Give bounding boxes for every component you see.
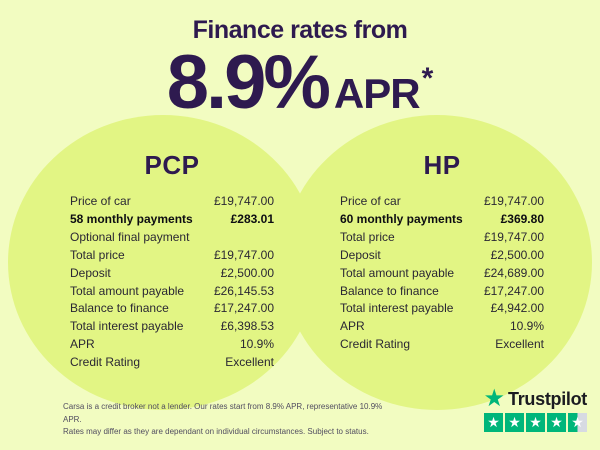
disclaimer <box>63 401 393 439</box>
row-label: Price of car <box>340 194 401 208</box>
row-value: £17,247.00 <box>213 301 274 316</box>
rating-star-full-icon: ★ <box>505 413 524 432</box>
rating-star-full-icon: ★ <box>484 413 503 432</box>
row-value: £17,247.00 <box>483 283 544 298</box>
table-row <box>70 265 274 283</box>
row-label: Balance to finance <box>340 283 439 298</box>
row-value: £19,747.00 <box>483 194 544 208</box>
row-value: £2,500.00 <box>220 265 274 280</box>
pcp-column <box>70 150 274 372</box>
row-value: £24,689.00 <box>483 265 544 280</box>
table-row <box>70 193 274 211</box>
table-row <box>340 300 544 318</box>
rate-asterisk: * <box>421 62 434 95</box>
table-row <box>70 336 274 354</box>
table-row <box>70 283 274 301</box>
table-row <box>340 265 544 283</box>
rate-value: 8.9% <box>166 40 328 125</box>
row-value: 10.9% <box>509 319 544 334</box>
table-row <box>340 211 544 229</box>
row-value: £19,747.00 <box>213 247 274 262</box>
row-label: Credit Rating <box>70 355 141 370</box>
pcp-title: PCP <box>144 150 200 180</box>
trustpilot-wordmark: Trustpilot <box>508 388 587 409</box>
row-label: Total amount payable <box>70 283 185 298</box>
row-value: Excellent <box>495 337 544 352</box>
hp-table <box>340 193 544 354</box>
trustpilot-widget <box>483 385 587 432</box>
table-row <box>340 247 544 265</box>
row-label: 58 monthly payments <box>70 211 193 226</box>
row-label: Balance to finance <box>70 301 169 316</box>
row-label: APR <box>70 337 95 352</box>
header <box>0 16 600 125</box>
table-row <box>340 283 544 301</box>
row-label: Total price <box>340 229 395 244</box>
table-row <box>70 354 274 372</box>
disclaimer-line-1: Carsa is a credit broker not a lender. Our rates start from 8.9% APR, representative 10.9% APR. <box>63 402 383 424</box>
row-label: Optional final payment <box>70 229 190 244</box>
pcp-table <box>70 193 274 372</box>
trustpilot-logo <box>483 385 587 412</box>
row-label: Total interest payable <box>70 319 184 334</box>
hp-title: HP <box>423 150 461 180</box>
rate-suffix: APR <box>333 70 420 117</box>
row-label: APR <box>340 319 365 334</box>
row-value: £2,500.00 <box>490 247 544 262</box>
row-label: Price of car <box>70 194 131 208</box>
row-value: £6,398.53 <box>220 319 274 334</box>
row-value: 10.9% <box>239 337 274 352</box>
row-value: £4,942.00 <box>490 301 544 316</box>
table-row <box>340 193 544 211</box>
table-row <box>70 211 274 229</box>
row-label: Deposit <box>70 265 111 280</box>
row-label: Total interest payable <box>340 301 454 316</box>
row-value: £283.01 <box>230 211 274 226</box>
disclaimer-line-2: Rates may differ as they are dependant on individual circumstances. Subject to status. <box>63 427 369 436</box>
row-label: Credit Rating <box>340 337 411 352</box>
table-row <box>70 247 274 265</box>
headline-rate <box>0 40 600 125</box>
hp-column <box>340 150 544 354</box>
row-label: Total price <box>70 247 125 262</box>
table-row <box>340 336 544 354</box>
rating-star-full-icon: ★ <box>547 413 566 432</box>
rating-star-full-icon: ★ <box>526 413 545 432</box>
table-row <box>340 318 544 336</box>
trustpilot-rating-stars <box>484 413 587 432</box>
row-value: £19,747.00 <box>213 194 274 208</box>
row-value: £369.80 <box>500 211 544 226</box>
row-value: £19,747.00 <box>483 229 544 244</box>
row-value: Excellent <box>225 355 274 370</box>
table-row <box>70 229 274 247</box>
table-row <box>70 300 274 318</box>
rating-star-half-icon: ★ <box>568 413 587 432</box>
table-row <box>340 229 544 247</box>
header-eyebrow: Finance rates from <box>192 16 408 44</box>
trustpilot-star-icon: ★ <box>483 385 505 412</box>
row-label: Total amount payable <box>340 265 455 280</box>
row-value: £26,145.53 <box>213 283 274 298</box>
row-label: Deposit <box>340 247 381 262</box>
table-row <box>70 318 274 336</box>
row-label: 60 monthly payments <box>340 211 463 226</box>
